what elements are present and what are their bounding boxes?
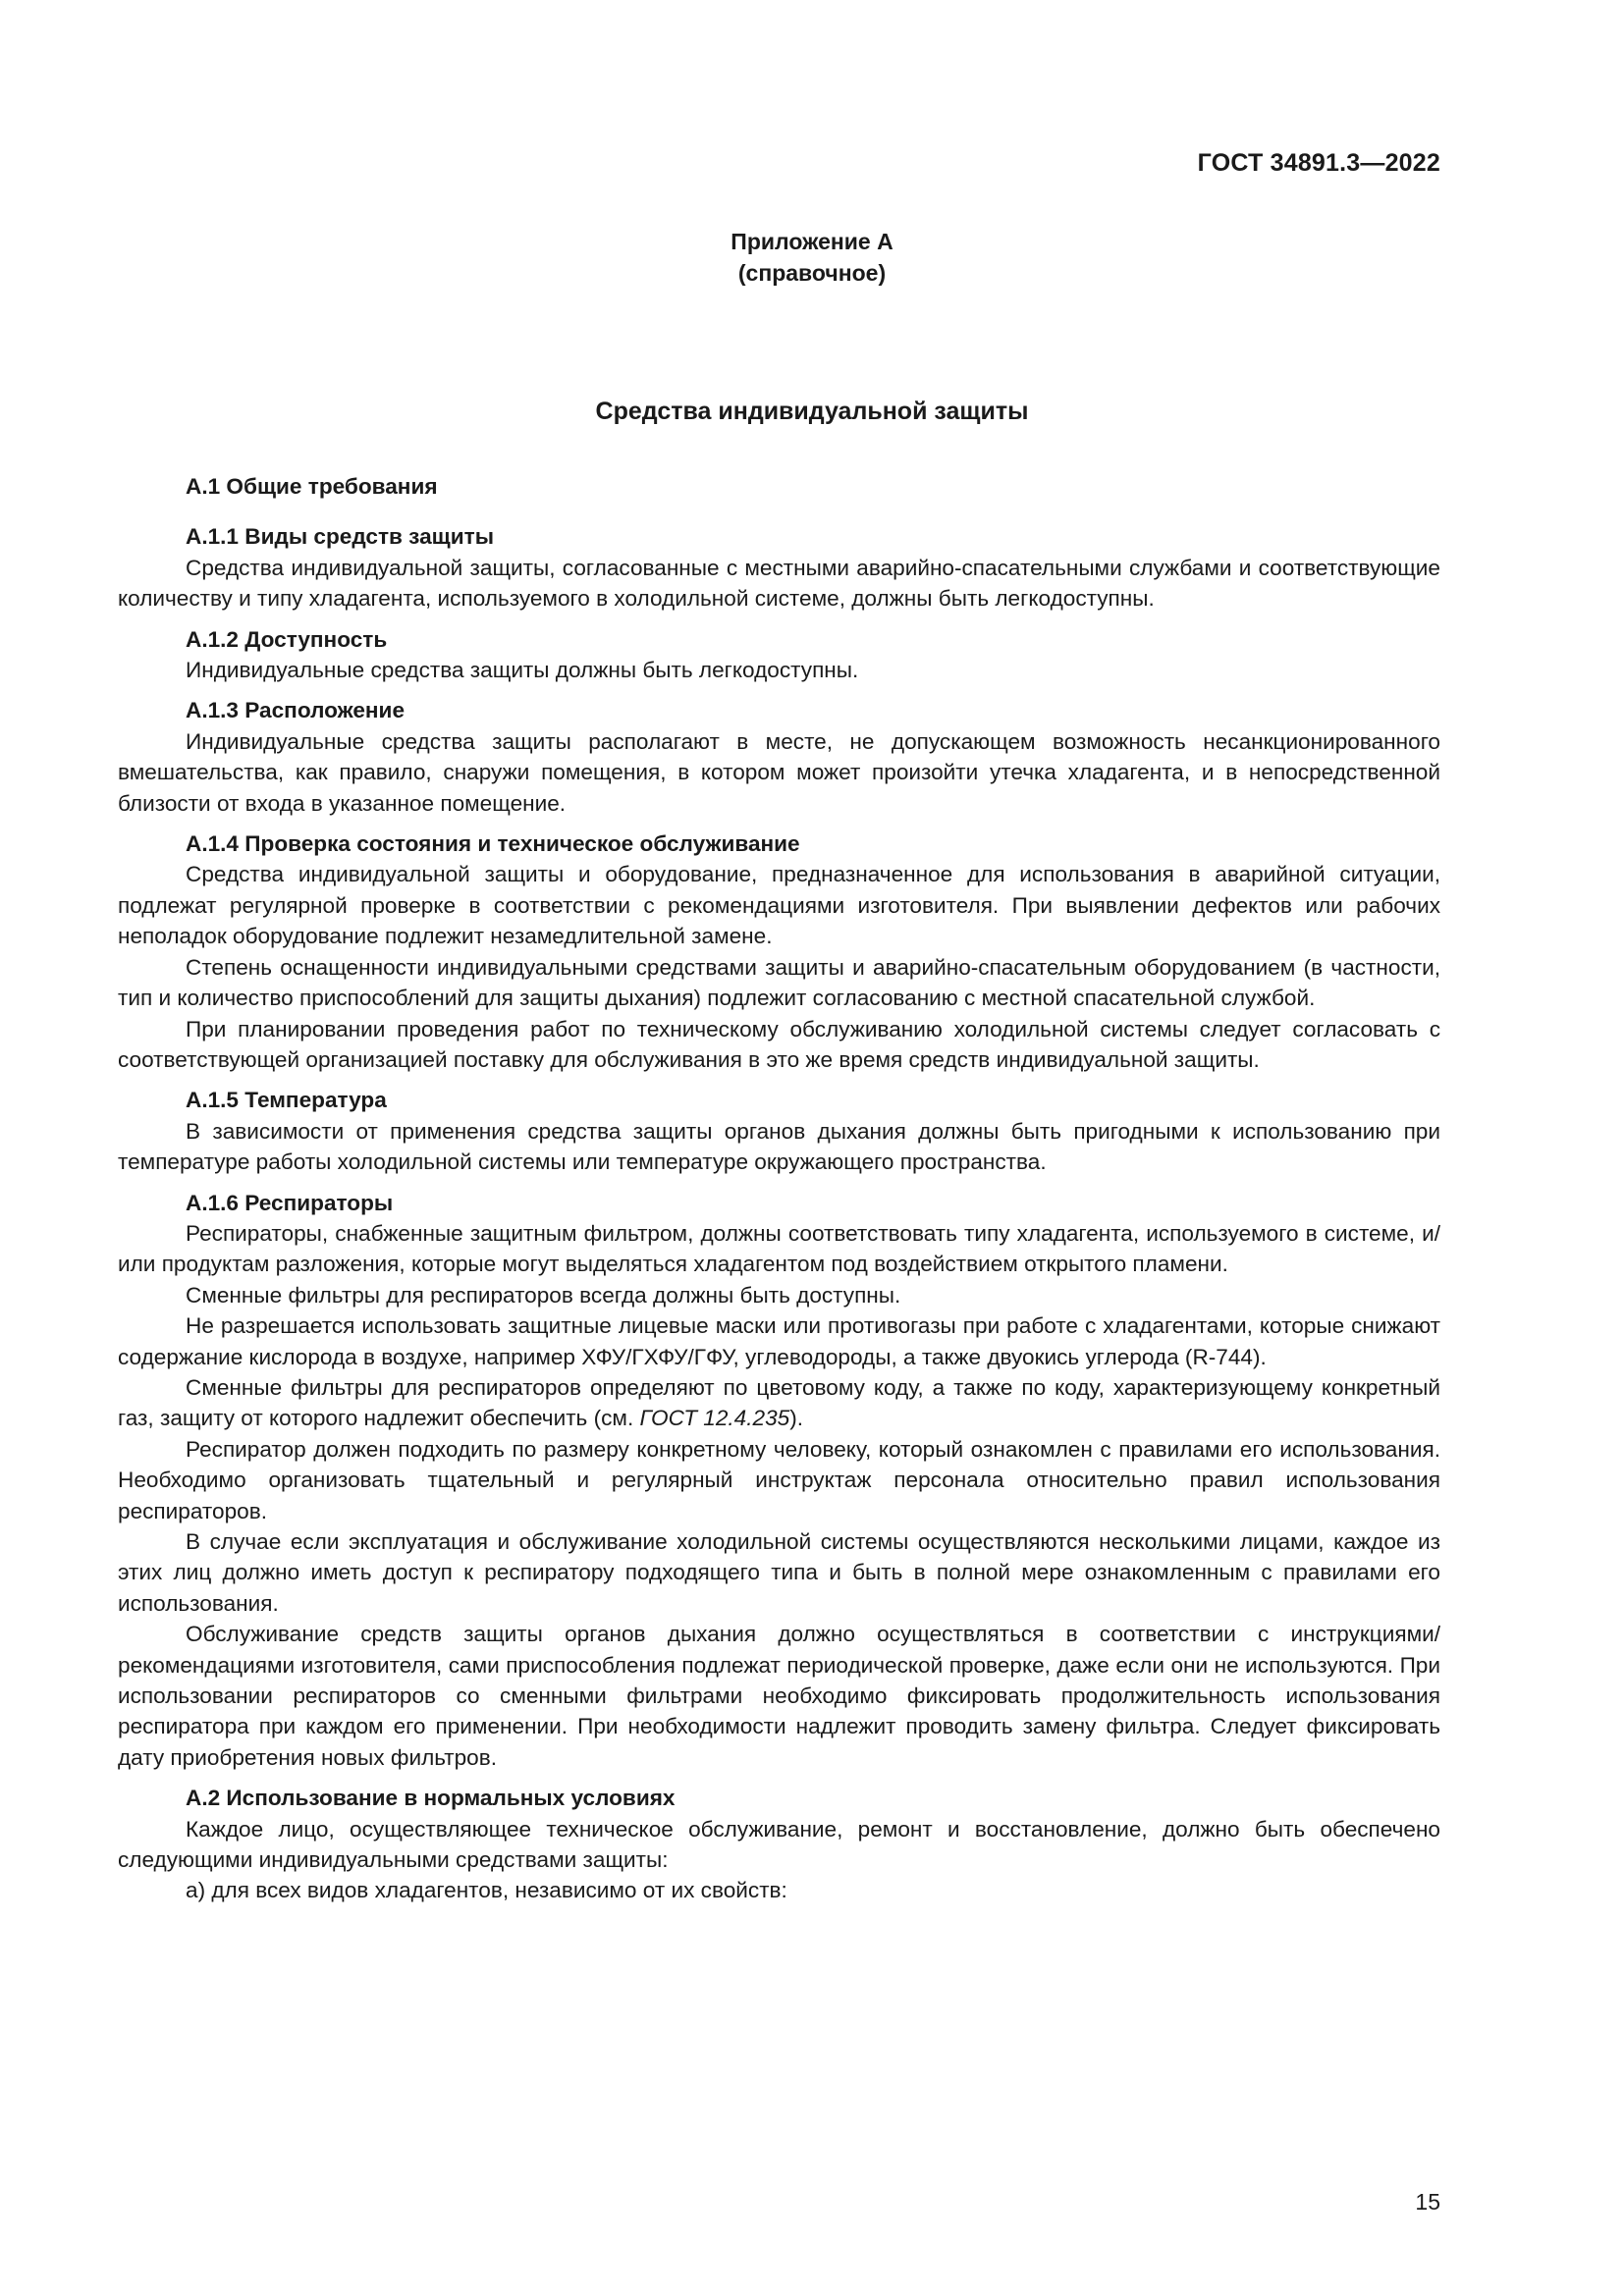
- document-body: [118, 471, 1440, 1906]
- document-code: ГОСТ 34891.3—2022: [1197, 149, 1440, 177]
- appendix-type: (справочное): [737, 260, 887, 286]
- section-heading-a16: А.1.6 Респираторы: [186, 1190, 394, 1215]
- section-heading-a11: А.1.1 Виды средств защиты: [186, 524, 494, 550]
- paragraph: Средства индивидуальной защиты, согласованные с местными аварийно-спасательными службами и соответствующие количеству и типу хладагента, используемого в холодильной системе, должны быть легкодоступны.: [118, 555, 1440, 612]
- list-item: а) для всех видов хладагентов, независимо от их свойств:: [186, 1878, 787, 1903]
- page-number: 15: [1415, 2189, 1440, 2215]
- paragraph: Респиратор должен подходить по размеру конкретному человеку, который ознакомлен с правилами его использования. Необходимо организовать тщательный и регулярный инструктаж персонала относительно правил использования респираторов.: [118, 1436, 1440, 1523]
- paragraph: Обслуживание средств защиты органов дыхания должно осуществляться в соответствии с инструкциями/рекомендациями изготовителя, сами приспособления подлежат периодической проверке, даже если они не используются. При использовании респираторов со сменными фильтрами необходимо фиксировать продолжительность использования респиратора при каждом его применении. При необходимости надлежит проводить замену фильтра. Следует фиксировать дату приобретения новых фильтров.: [118, 1622, 1440, 1770]
- paragraph: [118, 1372, 1440, 1434]
- paragraph: Степень оснащенности индивидуальными средствами защиты и аварийно-спасательным оборудованием (в частности, тип и количество приспособлений для защиты дыхания) подлежит согласованию с местной спасательной службой.: [118, 954, 1440, 1011]
- standard-reference: ГОСТ 12.4.235: [639, 1406, 790, 1431]
- paragraph: При планировании проведения работ по техническому обслуживанию холодильной системы следует согласовать с соответствующей организацией поставку для обслуживания в это же время средств индивидуальной защиты.: [118, 1016, 1440, 1072]
- paragraph: Респираторы, снабженные защитным фильтром, должны соответствовать типу хладагента, используемого в системе, и/или продуктам разложения, которые могут выделяться хладагентом под воздействием открытого пламени.: [118, 1220, 1440, 1277]
- section-heading-a1: А.1 Общие требования: [186, 474, 438, 499]
- paragraph: Индивидуальные средства защиты должны быть легкодоступны.: [186, 658, 859, 683]
- paragraph: Индивидуальные средства защиты располагают в месте, не допускающем возможность несанкционированного вмешательства, как правило, снаружи помещения, в котором может произойти утечка хладагента, и в непосредственной близости от входа в указанное помещение.: [118, 728, 1440, 816]
- section-heading-a15: А.1.5 Температура: [186, 1088, 387, 1113]
- paragraph-text: ).: [789, 1406, 804, 1431]
- page-title: Средства индивидуальной защиты: [595, 398, 1029, 425]
- paragraph-text: Сменные фильтры для респираторов определяют по цветовому коду, а также по коду, характеризующему конкретный газ, защиту от которого надлежит обеспечить (см.: [118, 1374, 1440, 1431]
- paragraph: В случае если эксплуатация и обслуживание холодильной системы осуществляются несколькими лицами, каждое из этих лиц должно иметь доступ к респиратору подходящего типа и быть в полной мере ознакомленным с правилами его использования.: [118, 1529, 1440, 1616]
- appendix-heading: [0, 226, 1624, 289]
- paragraph: Средства индивидуальной защиты и оборудование, предназначенное для использования в аварийной ситуации, подлежат регулярной проверке в соответствии с рекомендациями изготовителя. При выявлении дефектов или рабочих неполадок оборудование подлежит незамедлительной замене.: [118, 862, 1440, 949]
- appendix-label: Приложение А: [731, 229, 893, 254]
- section-heading-a14: А.1.4 Проверка состояния и техническое обслуживание: [186, 831, 800, 857]
- paragraph: Сменные фильтры для респираторов всегда должны быть доступны.: [186, 1282, 901, 1308]
- paragraph: Каждое лицо, осуществляющее техническое обслуживание, ремонт и восстановление, должно быть обеспечено следующими индивидуальными средствами защиты:: [118, 1816, 1440, 1873]
- section-heading-a2: А.2 Использование в нормальных условиях: [186, 1786, 676, 1811]
- paragraph: Не разрешается использовать защитные лицевые маски или противогазы при работе с хладагентами, которые снижают содержание кислорода в воздухе, например ХФУ/ГХФУ/ГФУ, углеводороды, а также двуокись углерода (R-744).: [118, 1313, 1440, 1369]
- section-heading-a13: А.1.3 Расположение: [186, 698, 406, 723]
- section-heading-a12: А.1.2 Доступность: [186, 626, 388, 652]
- paragraph: В зависимости от применения средства защиты органов дыхания должны быть пригодными к использованию при температуре работы холодильной системы или температуре окружающего пространства.: [118, 1118, 1440, 1175]
